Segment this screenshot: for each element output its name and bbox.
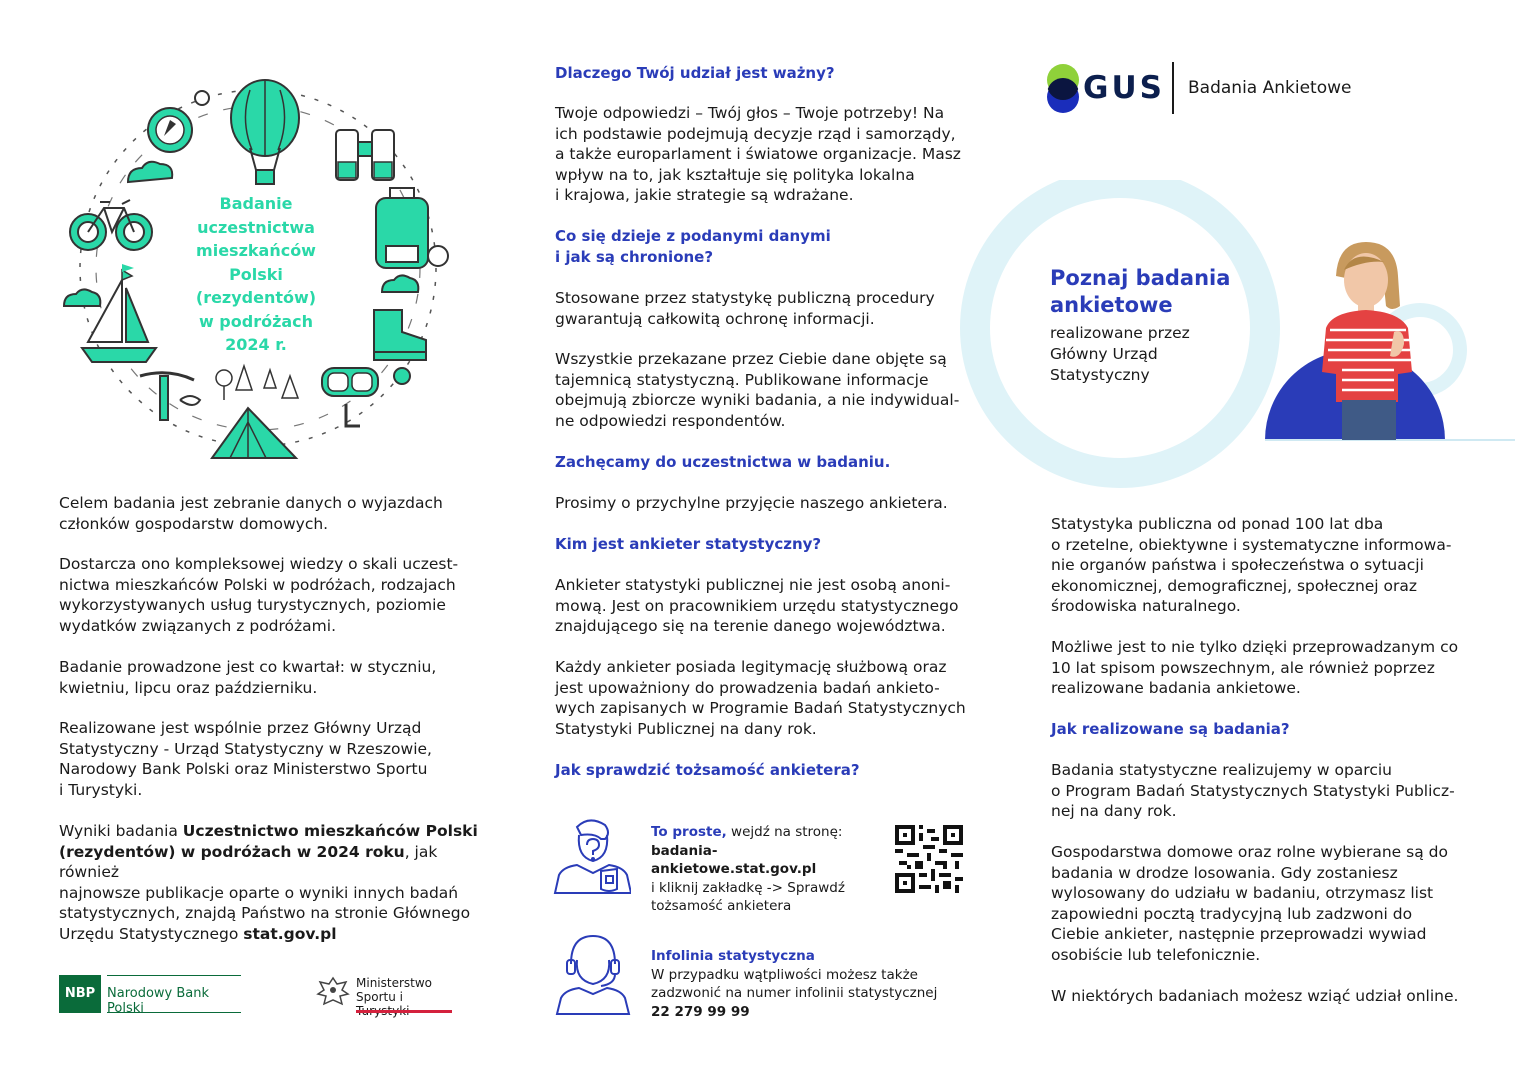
survey-title: Badanie uczestnictwa mieszkańców Polski (rezydentów) w podróżach 2024 r. xyxy=(195,194,317,354)
cloud-icon xyxy=(128,162,172,182)
heading-encouragement: Zachęcamy do uczestnictwa w badaniu. xyxy=(555,453,891,471)
verify-instructions: To proste, wejdź na stronę: badania-ankietowe.stat.gov.pl i kliknij zakładkę -> Sprawdź tożsamość ankietera xyxy=(651,824,845,914)
col3-paragraph-online: W niektórych badaniach możesz wziąć udział online. xyxy=(1051,987,1459,1005)
heading-who-interviewer: Kim jest ankieter statystyczny? xyxy=(555,535,822,553)
sailboat-icon xyxy=(82,270,156,362)
col1-paragraph-knowledge: Dostarcza ono kompleksowej wiedzy o skali uczest- nictwa mieszkańców Polski w podróżach, rodzajach wykorzystywanych usług turystycznych, poziomie wydatków związanych z podróżami. xyxy=(59,555,459,635)
hero-decoration xyxy=(960,180,1515,510)
heading-why-important: Dlaczego Twój udział jest ważny? xyxy=(555,64,835,82)
col2-paragraph-procedures: Stosowane przez statystykę publiczną procedury gwarantują całkowitą ochronę informacji. xyxy=(555,289,935,328)
col1-paragraph-partners: Realizowane jest wspólnie przez Główny Urząd Statystyczny - Urząd Statystyczny w Rzeszowie, Narodowy Bank Polski oraz Ministerstwo Sportu i Turystyki. xyxy=(59,719,432,799)
helpline-headset-icon xyxy=(553,930,631,1016)
hero-title: Poznaj badania ankietowe xyxy=(1050,266,1231,317)
nbp-logo xyxy=(59,975,241,1016)
survey-website-link[interactable]: badania-ankietowe.stat.gov.pl xyxy=(651,842,817,877)
col3-paragraph-program: Badania statystyczne realizujemy w oparciu o Program Badań Statystycznych Statystyki Publicz- nej na dany rok. xyxy=(1051,761,1455,820)
ministry-logo xyxy=(314,974,454,1018)
hot-air-balloon-icon xyxy=(231,80,299,184)
diving-mask-icon xyxy=(322,368,378,426)
logo-divider xyxy=(1172,62,1174,114)
compass-icon xyxy=(148,108,192,152)
col3-paragraph-census: Możliwe jest to nie tylko dzięki przeprowadzanym co 10 lat spisom powszechnym, ale również poprzez realizowane badania ankietowe. xyxy=(1051,638,1459,697)
interviewer-question-icon xyxy=(553,813,631,895)
gus-logo-icon xyxy=(1043,63,1083,115)
heading-verify-identity: Jak sprawdzić tożsamość ankietera? xyxy=(555,761,860,779)
pickaxe-icon xyxy=(140,373,200,420)
col3-paragraph-sampling: Gospodarstwa domowe oraz rolne wybierane są do badania w drodze losowania. Gdy zostaniesz wylosowany do udziału w badaniu, otrzymasz list zapowiedni pocztą tradycyjną lub zadzwoni do Ciebie ankieter, następnie przeprowadzi wywiad osobiście lub telefonicznie. xyxy=(1051,843,1448,964)
col1-paragraph-results: Wyniki badania Uczestnictwo mieszkańców Polski (rezydentów) w podróżach w 2024 roku, jak również najnowsze publikacje oparte o wyniki innych badań statystycznych, znajdą Państwo na stronie Głównego Urzędu Statystycznego stat.gov.pl xyxy=(59,822,478,943)
ministry-name: Ministerstwo Sportu i xyxy=(356,976,433,1004)
heading-data-protection: Co się dzieje z podanymi danymi i jak są chronione? xyxy=(555,227,831,266)
tent-icon xyxy=(212,408,296,458)
col2-paragraph-secrecy: Wszystkie przekazane przez Ciebie dane objęte są tajemnicą statystyczną. Publikowane informacje obejmują zbiorcze wyniki badania, a nie indywidual- ne odpowiedzi respondentów. xyxy=(555,350,960,430)
col2-paragraph-your-voice: Twoje odpowiedzi – Twój głos – Twoje potrzeby! Na ich podstawie podejmują decyzje rząd i samorządy, a także europarlament i światowe organizacje. Masz wpływ na to, jak kształtuje się polityka lokalna i krajowa, jakie strategie są wdrażane. xyxy=(555,104,961,204)
helpline-info: Infolinia statystyczna W przypadku wątpliwości możesz także zadzwonić na numer infolinii statystycznej 22 279 99 99 xyxy=(651,948,938,1020)
helpline-title: Infolinia statystyczna xyxy=(651,948,815,964)
smiling-woman-photo xyxy=(1308,240,1428,440)
col2-paragraph-credentials: Każdy ankieter posiada legitymację służbową oraz jest upoważniony do prowadzenia badań ankieto- wych zapisanych w Programie Badań Statystycznych Statystyki Publicznej na dany rok. xyxy=(555,658,966,738)
logo-subtitle: Badania Ankietowe xyxy=(1188,78,1352,98)
eagle-emblem-icon xyxy=(314,974,352,1014)
binoculars-icon xyxy=(336,130,394,180)
col2-paragraph-welcome: Prosimy o przychylne przyjęcie naszego ankietera. xyxy=(555,494,948,512)
hero-subtitle: realizowane przez Główny Urząd Statystyczny xyxy=(1050,324,1190,384)
bicycle-icon xyxy=(70,200,152,250)
qr-code[interactable] xyxy=(895,825,963,893)
nbp-badge: NBP xyxy=(59,975,101,1013)
col3-paragraph-statistics: Statystyka publiczna od ponad 100 lat dba o rzetelne, obiektywne i systematyczne informowa- nie organów państwa i społeczeństwa o sytuacji ekonomicznej, demograficznej, społecznej oraz środowiska naturalnego. xyxy=(1051,515,1452,615)
stat-gov-link[interactable]: stat.gov.pl xyxy=(243,924,337,943)
gus-logo-text: GUS xyxy=(1083,70,1165,106)
heading-how-conducted: Jak realizowane są badania? xyxy=(1051,720,1290,738)
backpack-icon xyxy=(376,188,448,268)
hiking-boot-icon xyxy=(374,310,426,360)
col2-paragraph-employee: Ankieter statystyki publicznej nie jest osobą anoni- mową. Jest on pracownikiem urzędu statystycznego znajdującego się na terenie danego województwa. xyxy=(555,576,959,635)
trees-icon xyxy=(216,366,298,400)
col1-paragraph-schedule: Badanie prowadzone jest co kwartał: w styczniu, kwietniu, lipcu oraz październiku. xyxy=(59,658,437,697)
nbp-name: Narodowy Bank Polski xyxy=(107,986,210,1016)
helpline-phone[interactable]: 22 279 99 99 xyxy=(651,1003,750,1020)
col1-paragraph-purpose: Celem badania jest zebranie danych o wyjazdach członków gospodarstw domowych. xyxy=(59,494,443,533)
